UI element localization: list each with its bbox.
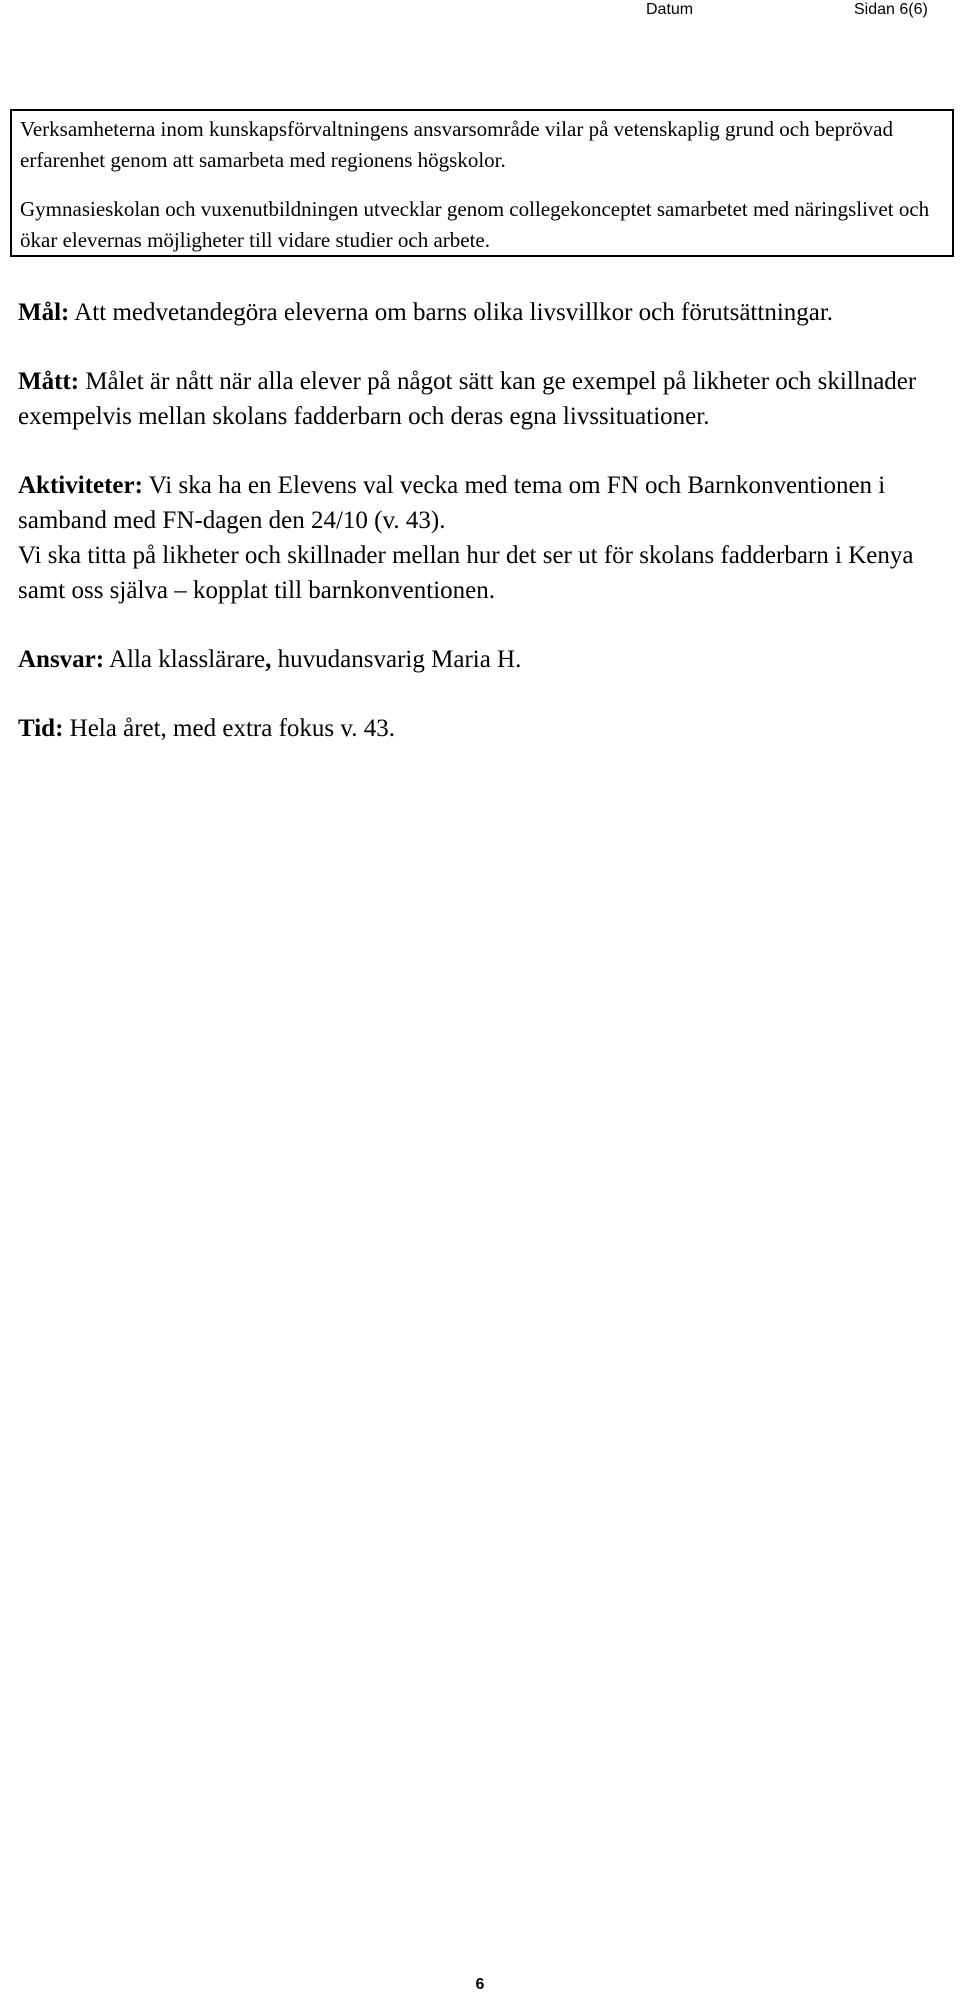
time-label: Tid: bbox=[18, 715, 64, 742]
responsibility-paragraph bbox=[18, 642, 948, 677]
activities-text: Vi ska ha en Elevens val vecka med tema om FN och Barnkonventionen i samband med FN-dagen den 24/10 (v. 43). bbox=[18, 472, 886, 534]
goal-label: Mål: bbox=[18, 299, 70, 326]
responsibility-comma: , bbox=[265, 646, 272, 673]
header-page-indicator: Sidan 6(6) bbox=[854, 1, 928, 18]
page-number: 6 bbox=[475, 1976, 485, 1993]
responsibility-text: Alla klasslärare bbox=[104, 646, 266, 673]
measure-label: Mått: bbox=[18, 368, 80, 395]
document-body bbox=[18, 295, 948, 746]
goal-paragraph bbox=[18, 295, 948, 330]
responsibility-label: Ansvar: bbox=[18, 646, 105, 673]
activities-paragraph bbox=[18, 468, 948, 538]
time-text: Hela året, med extra fokus v. 43. bbox=[63, 715, 395, 742]
page-header bbox=[0, 0, 960, 24]
framed-text-box bbox=[10, 109, 954, 257]
measure-text: Målet är nått när alla elever på något sätt kan ge exempel på likheter och skillnader exempelvis mellan skolans fadderbarn och deras egna livssituationer. bbox=[18, 368, 917, 430]
box-paragraph-1: Verksamheterna inom kunskapsförvaltningens ansvarsområde vilar på vetenskaplig grund och beprövad erfarenhet genom att samarbeta med regionens högskolor. bbox=[20, 117, 893, 172]
box-paragraph-2: Gymnasieskolan och vuxenutbildningen utvecklar genom collegekonceptet samarbetet med näringslivet och ökar elevernas möjligheter till vidare studier och arbete. bbox=[20, 197, 930, 252]
time-paragraph bbox=[18, 711, 948, 746]
responsibility-text-2: huvudansvarig Maria H. bbox=[271, 646, 522, 673]
header-date-label: Datum bbox=[646, 1, 694, 18]
activities-paragraph-2: Vi ska titta på likheter och skillnader mellan hur det ser ut för skolans fadderbarn i Kenya samt oss själva – kopplat till barnkonventionen. bbox=[18, 542, 914, 604]
goal-text: Att medvetandegöra eleverna om barns olika livsvillkor och förutsättningar. bbox=[69, 299, 834, 326]
measure-paragraph bbox=[18, 364, 948, 434]
activities-label: Aktiviteter: bbox=[18, 472, 143, 499]
